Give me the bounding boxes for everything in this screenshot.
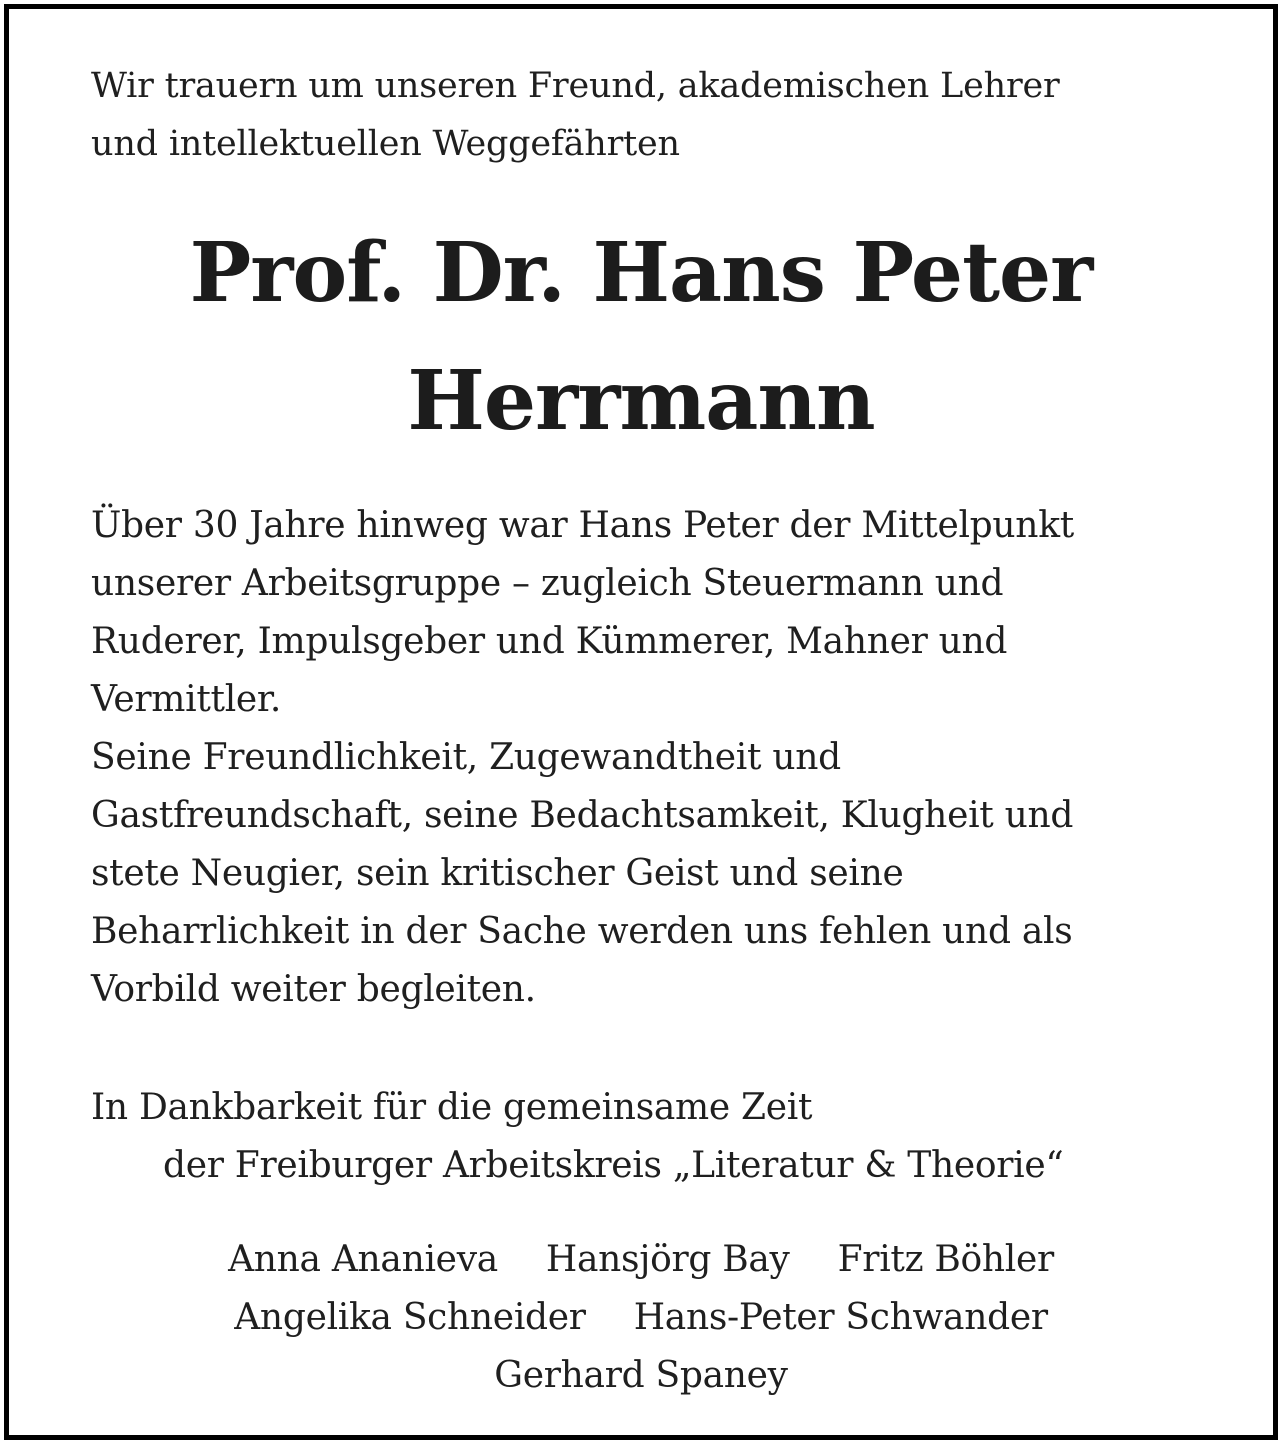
thanks-line: In Dankbarkeit für die gemeinsame Zeit <box>91 1087 813 1128</box>
tribute-line: Seine Freundlichkeit, Zugewandtheit und <box>91 737 841 778</box>
intro-text <box>91 57 1191 173</box>
intro-line: Wir trauern um unseren Freund, akademischen Lehrer <box>91 66 1060 106</box>
signer-name: Fritz Böhler <box>837 1239 1054 1280</box>
group-name: der Freiburger Arbeitskreis „Literatur & Theorie“ <box>163 1145 1064 1186</box>
signer-name: Hansjörg Bay <box>545 1239 790 1280</box>
tribute-line: Ruderer, Impulsgeber und Kümmerer, Mahner und <box>91 621 1008 662</box>
deceased-name <box>9 209 1273 465</box>
tribute-text <box>91 497 1231 1019</box>
signer-name: Hans-Peter Schwander <box>633 1297 1048 1338</box>
tribute-line: unserer Arbeitsgruppe – zugleich Steuermann und <box>91 563 1004 604</box>
tribute-line: Beharrlichkeit in der Sache werden uns fehlen und als <box>91 911 1073 952</box>
intro-line: und intellektuellen Weggefährten <box>91 124 680 164</box>
tribute-line: Vermittler. <box>91 679 282 720</box>
tribute-line: Vorbild weiter begleiten. <box>91 969 536 1010</box>
signers-row <box>9 1231 1273 1289</box>
tribute-line: Gastfreundschaft, seine Bedachtsamkeit, Klugheit und <box>91 795 1074 836</box>
signers-list <box>9 1231 1273 1405</box>
deceased-name-line: Prof. Dr. Hans Peter <box>189 225 1093 321</box>
signers-row <box>9 1347 1273 1405</box>
tribute-line: Über 30 Jahre hinweg war Hans Peter der Mittelpunkt <box>91 505 1074 546</box>
deceased-name-line: Herrmann <box>407 353 875 449</box>
signer-name: Gerhard Spaney <box>494 1355 788 1396</box>
signers-row <box>9 1289 1273 1347</box>
tribute-line: stete Neugier, sein kritischer Geist und seine <box>91 853 904 894</box>
signer-name: Anna Ananieva <box>228 1239 498 1280</box>
signer-name: Angelika Schneider <box>234 1297 586 1338</box>
obituary-frame <box>4 4 1278 1440</box>
